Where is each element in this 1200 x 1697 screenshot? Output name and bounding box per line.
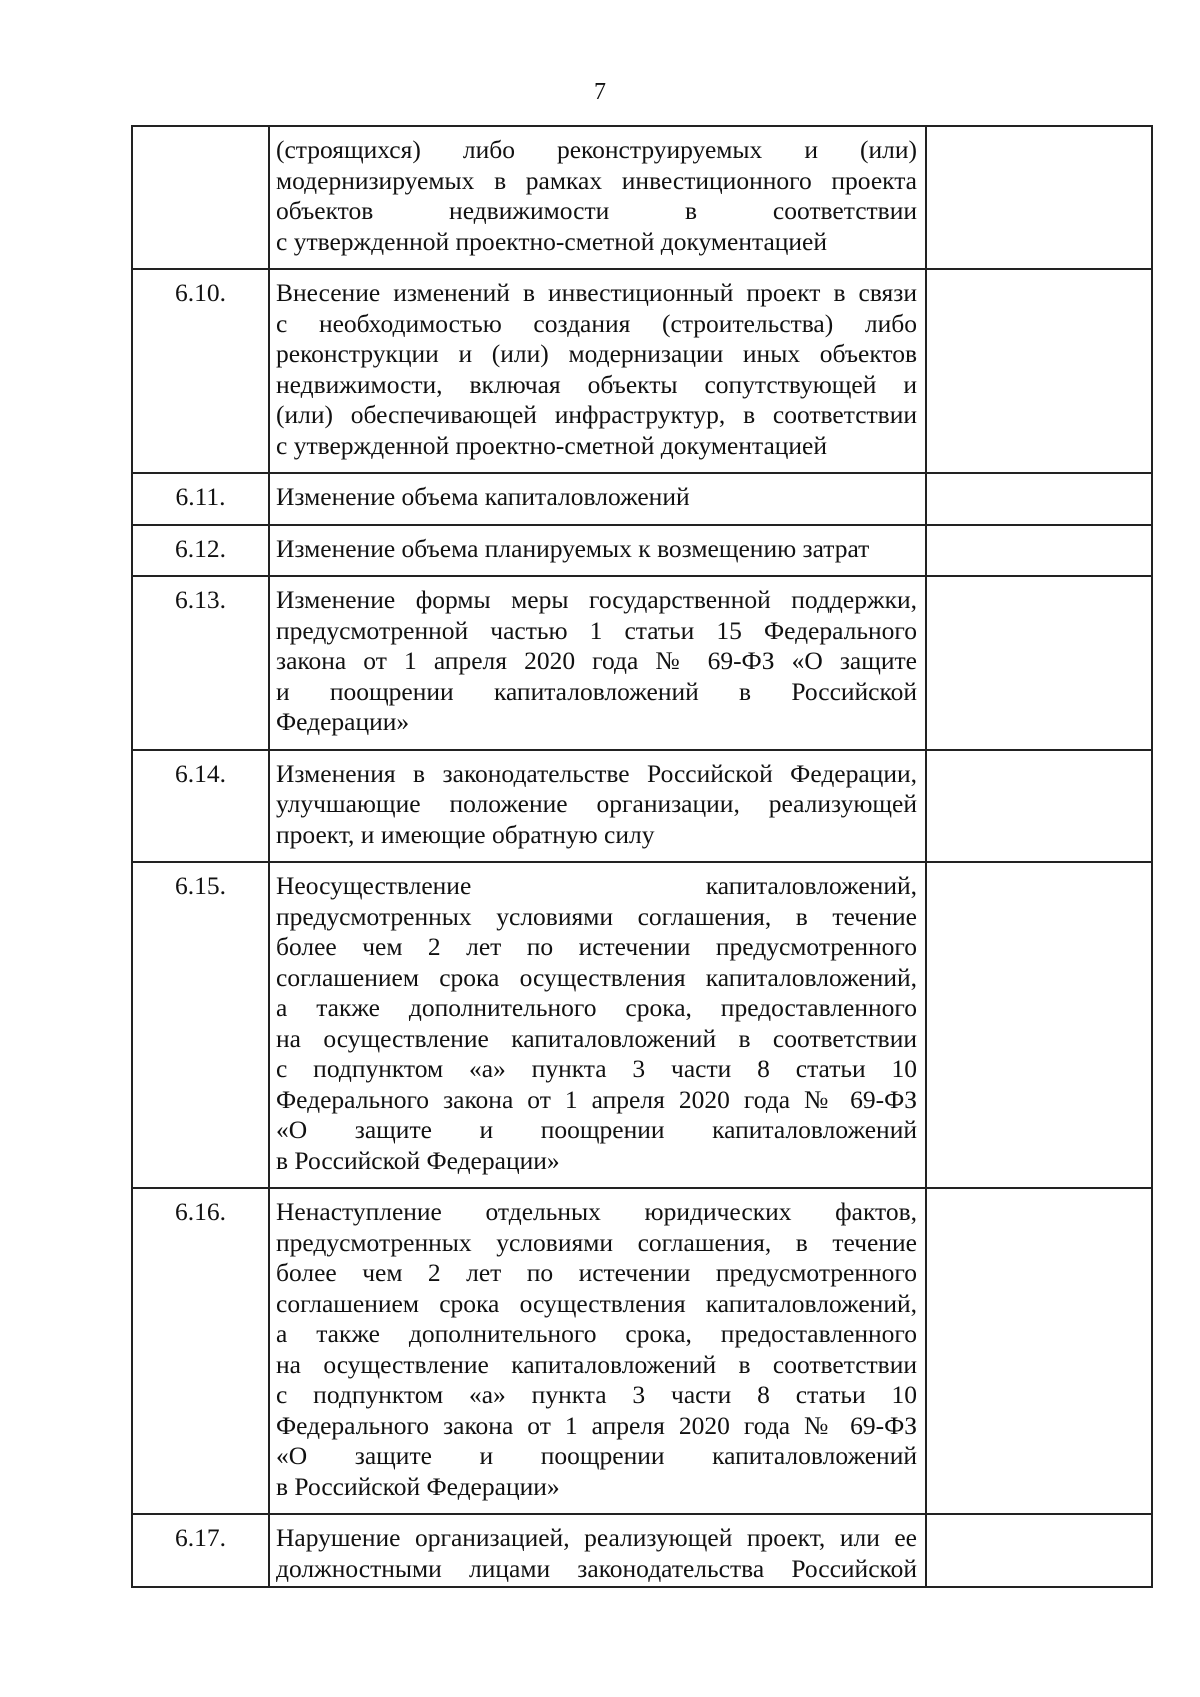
row-description [269, 576, 926, 750]
text-line: более чем 2 лет по истечении предусмотренного [276, 1258, 917, 1287]
text-line: недвижимости, включая объекты сопутствующей и [276, 369, 917, 399]
text-line: «О защите и поощрении капиталовложений [276, 1441, 917, 1470]
text-line: на осуществление капиталовложений в соответствии [276, 1023, 917, 1053]
text-line: Федерального закона от 1 апреля 2020 года № 69-ФЗ [276, 1410, 917, 1440]
text-line: в Российской Федерации» [276, 1471, 560, 1501]
row-empty-cell [926, 126, 1152, 269]
text-line: Ненаступление отдельных юридических фактов, [276, 1197, 917, 1226]
table-row [132, 473, 1152, 525]
text-line: с утвержденной проектно-сметной документацией [276, 430, 828, 460]
row-number: 6.16. [132, 1188, 269, 1514]
table-row [132, 862, 1152, 1188]
row-number: 6.12. [132, 525, 269, 577]
text-line: улучшающие положение организации, реализующей [276, 789, 917, 818]
row-empty-cell [926, 1514, 1152, 1587]
text-line: Изменение объема капиталовложений [276, 482, 690, 511]
text-line: с подпунктом «а» пункта 3 части 8 статьи 10 [276, 1380, 917, 1409]
table-row [132, 576, 1152, 750]
row-description [269, 1188, 926, 1514]
row-empty-cell [926, 576, 1152, 750]
row-empty-cell [926, 525, 1152, 577]
text-line: Неосуществление капиталовложений, [276, 871, 917, 900]
grounds-table [131, 125, 1153, 1588]
row-number: 6.17. [132, 1514, 269, 1587]
page-number: 7 [594, 79, 606, 105]
text-line: предусмотренных условиями соглашения, в течение [276, 901, 917, 931]
text-line: а также дополнительного срока, предоставленного [276, 1319, 917, 1348]
text-line: должностными лицами законодательства Российской [276, 1553, 917, 1583]
text-line: Изменение объема планируемых к возмещению затрат [276, 533, 870, 563]
row-empty-cell [926, 269, 1152, 473]
text-line: модернизируемых в рамках инвестиционного проекта [276, 165, 917, 195]
text-line: «О защите и поощрении капиталовложений [276, 1115, 917, 1144]
row-number: 6.11. [132, 473, 269, 525]
row-empty-cell [926, 473, 1152, 525]
text-line: закона от 1 апреля 2020 года № 69-ФЗ «О защите [276, 646, 917, 675]
row-number [132, 126, 269, 269]
row-number: 6.13. [132, 576, 269, 750]
table-row [132, 126, 1152, 269]
text-line: более чем 2 лет по истечении предусмотренного [276, 932, 917, 961]
text-line: Изменения в законодательстве Российской Федерации, [276, 758, 917, 788]
text-line: Нарушение организацией, реализующей проект, или ее [276, 1523, 917, 1552]
text-line: Изменение формы меры государственной поддержки, [276, 585, 917, 614]
text-line: а также дополнительного срока, предоставленного [276, 993, 917, 1022]
text-line: (или) обеспечивающей инфраструктур, в соответствии [276, 400, 917, 429]
table-row [132, 750, 1152, 863]
row-number: 6.14. [132, 750, 269, 863]
text-line: (строящихся) либо реконструируемых и (или) [276, 135, 917, 164]
row-number: 6.10. [132, 269, 269, 473]
row-description [269, 269, 926, 473]
row-description [269, 126, 926, 269]
row-description [269, 862, 926, 1188]
text-line: предусмотренной частью 1 статьи 15 Федерального [276, 615, 917, 645]
text-line: Федерации» [276, 707, 410, 736]
text-line: соглашением срока осуществления капиталовложений, [276, 962, 917, 992]
text-line: и поощрении капиталовложений в Российской [276, 676, 917, 706]
text-line: Внесение изменений в инвестиционный проект в связи [276, 278, 917, 307]
text-line: объектов недвижимости в соответствии [276, 196, 917, 225]
row-description [269, 473, 926, 525]
table-row [132, 1514, 1152, 1587]
table-row [132, 525, 1152, 577]
row-empty-cell [926, 750, 1152, 863]
text-line: соглашением срока осуществления капиталовложений, [276, 1288, 917, 1318]
text-line: с подпунктом «а» пункта 3 части 8 статьи 10 [276, 1054, 917, 1083]
table-row [132, 1188, 1152, 1514]
text-line: предусмотренных условиями соглашения, в течение [276, 1227, 917, 1257]
row-number: 6.15. [132, 862, 269, 1188]
text-line: Федерального закона от 1 апреля 2020 года № 69-ФЗ [276, 1084, 917, 1114]
row-empty-cell [926, 1188, 1152, 1514]
text-line: в Российской Федерации» [276, 1145, 560, 1175]
text-line: на осуществление капиталовложений в соответствии [276, 1349, 917, 1379]
row-description [269, 1514, 926, 1587]
table-body [132, 126, 1152, 1587]
text-line: проект, и имеющие обратную силу [276, 819, 655, 849]
row-description [269, 750, 926, 863]
table-row [132, 269, 1152, 473]
row-empty-cell [926, 862, 1152, 1188]
row-description [269, 525, 926, 577]
text-line: с необходимостью создания (строительства) либо [276, 308, 917, 338]
text-line: с утвержденной проектно-сметной документацией [276, 226, 828, 256]
text-line: реконструкции и (или) модернизации иных объектов [276, 339, 917, 368]
